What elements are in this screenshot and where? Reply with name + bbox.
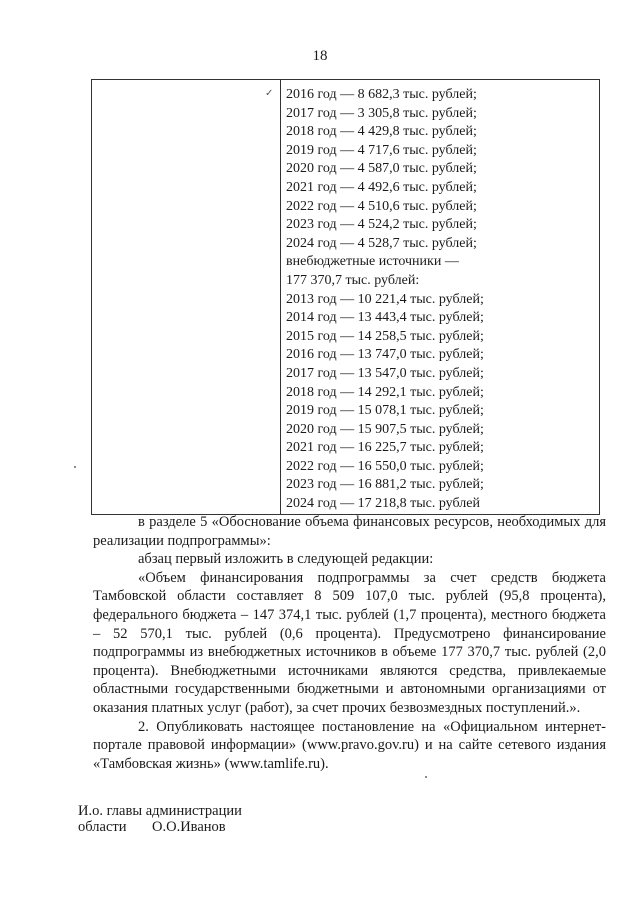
table-cell-left — [92, 80, 281, 515]
funding-line: 2018 год — 4 429,8 тыс. рублей; — [286, 124, 477, 140]
funding-line: 2023 год — 16 881,2 тыс. рублей; — [286, 477, 484, 493]
funding-line: внебюджетные источники — — [286, 254, 459, 270]
signature-title-region: области — [78, 819, 127, 835]
funding-line: 2015 год — 14 258,5 тыс. рублей; — [286, 328, 484, 344]
funding-line: 2024 год — 4 528,7 тыс. рублей; — [286, 235, 477, 251]
paragraph-section-ref: в разделе 5 «Обоснование объема финансовых ресурсов, необходимых для реализации подпрограммы»: — [93, 514, 606, 549]
funding-line: 2022 год — 16 550,0 тыс. рублей; — [286, 458, 484, 474]
table-cell-funding — [281, 80, 600, 515]
funding-line: 2024 год — 17 218,8 тыс. рублей — [286, 496, 480, 512]
funding-line: 2023 год — 4 524,2 тыс. рублей; — [286, 217, 477, 233]
table-row — [92, 80, 600, 515]
signature-block — [78, 803, 242, 835]
scan-speck — [425, 776, 427, 778]
funding-line: 2017 год — 13 547,0 тыс. рублей; — [286, 365, 484, 381]
paragraph-instruction: абзац первый изложить в следующей редакции: — [138, 551, 434, 568]
page-number: 18 — [312, 48, 328, 64]
funding-line: 2016 год — 8 682,3 тыс. рублей; — [286, 87, 477, 102]
signature-row — [78, 819, 242, 835]
scan-speck — [74, 466, 76, 468]
funding-line: 2014 год — 13 443,4 тыс. рублей; — [286, 310, 484, 326]
signature-name: О.О.Иванов — [152, 819, 226, 835]
funding-table — [91, 79, 600, 515]
funding-line: 2019 год — 15 078,1 тыс. рублей; — [286, 403, 484, 419]
signature-title: И.о. главы администрации — [78, 803, 242, 819]
funding-line: 2019 год — 4 717,6 тыс. рублей; — [286, 142, 477, 158]
funding-line: 2022 год — 4 510,6 тыс. рублей; — [286, 198, 477, 214]
funding-line: 2013 год — 10 221,4 тыс. рублей; — [286, 291, 484, 307]
funding-line: 2021 год — 4 492,6 тыс. рублей; — [286, 179, 477, 195]
body-text — [93, 513, 606, 773]
funding-line: 2021 год — 16 225,7 тыс. рублей; — [286, 440, 484, 456]
funding-line: 2017 год — 3 305,8 тыс. рублей; — [286, 105, 477, 121]
paragraph-publish: 2. Опубликовать настоящее постановление на «Официальном интернет-портале правовой информации» (www.pravo.gov.ru) и на сайте сетевого издания «Тамбовская жизнь» (www.tamlife.ru). — [93, 718, 606, 772]
funding-line: 2016 год — 13 747,0 тыс. рублей; — [286, 347, 484, 363]
paragraph-quote: «Объем финансирования подпрограммы за счет средств бюджета Тамбовской области составляет 8 509 107,0 тыс. рублей (95,8 процента), федерального бюджета – 147 374,1 тыс. рублей (1,7 процента), местного бюджета – 52 570,1 тыс. рублей (0,6 процента). Предусмотрено финансирование подпрограммы из внебюджетных источников в объеме 177 370,7 тыс. рублей (2,0 процента). Внебюджетными источниками являются средства, привлекаемые областными государственными бюджетными и автономными организациями от оказания платных услуг (работ), за счет прочих безвозмездных поступлений.». — [93, 569, 606, 716]
funding-line: 2020 год — 15 907,5 тыс. рублей; — [286, 421, 484, 437]
funding-line: 177 370,7 тыс. рублей: — [286, 272, 420, 288]
check-mark: ✓ — [265, 88, 274, 99]
funding-line: 2018 год — 14 292,1 тыс. рублей; — [286, 384, 484, 400]
funding-line: 2020 год — 4 587,0 тыс. рублей; — [286, 161, 477, 177]
